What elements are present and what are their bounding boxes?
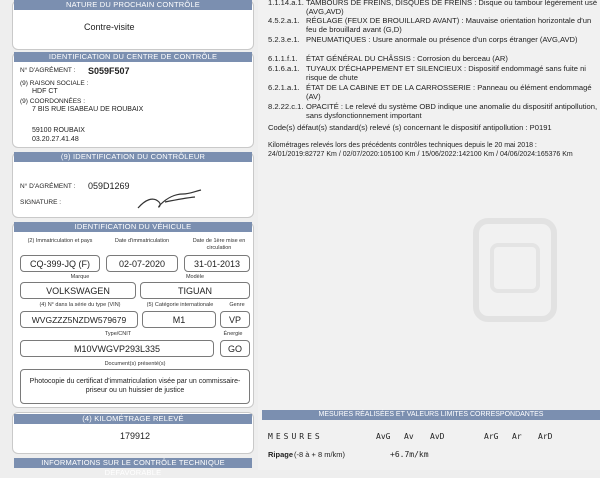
watermark-icon bbox=[470, 215, 560, 325]
col-av: Av bbox=[404, 432, 414, 441]
col-ard: ArD bbox=[538, 432, 553, 441]
docs-label: Document(s) présenté(s) bbox=[104, 361, 166, 367]
mesures-label: MESURES bbox=[268, 432, 323, 441]
date-first-label: Date de 1ère mise en circulation bbox=[192, 238, 246, 251]
defect-line: 8.2.22.c.1. OPACITÉ : Le relevé du système OBD indique une anomalie du dispositif antipollution, sans dysfonctionnement important bbox=[268, 102, 598, 121]
genre-value: VP bbox=[220, 311, 250, 328]
col-avd: AvD bbox=[430, 432, 445, 441]
cat-value: M1 bbox=[142, 311, 216, 328]
defect-line: 6.1.1.f.1. ÉTAT GÉNÉRAL DU CHÂSSIS : Corrosion du berceau (AR) bbox=[268, 54, 508, 63]
centre-raison-value: HDF CT bbox=[32, 88, 58, 95]
vin-value: WVGZZZ5NZDW579679 bbox=[20, 311, 138, 328]
controleur-header: (9) IDENTIFICATION DU CONTRÔLEUR bbox=[14, 152, 252, 162]
defect-line: 1.1.14.a.1. TAMBOURS DE FREINS, DISQUES DE FREINS : Disque ou tambour légèrement usé (AVG,AVD) bbox=[268, 0, 598, 17]
energie-label: Énergie bbox=[223, 331, 243, 337]
signature-image bbox=[135, 188, 205, 212]
col-arg: ArG bbox=[484, 432, 499, 441]
controleur-agrement-value: 059D1269 bbox=[88, 181, 130, 191]
km-history: Kilométrages relevés lors des précédents contrôles techniques depuis le 20 mai 2018 : 24/01/2019:82727 Km / 02/07/2020:105100 Km / 15/06/2022:142100 Km / 04/06/2024:165376 Km bbox=[268, 142, 573, 158]
controleur-signature-label: SIGNATURE : bbox=[20, 199, 62, 206]
modele-value: TIGUAN bbox=[140, 282, 250, 299]
energie-value: GO bbox=[220, 340, 250, 357]
cat-label: (5) Catégorie internationale bbox=[146, 302, 214, 308]
immat-label: (2) Immatriculation et pays bbox=[27, 238, 93, 244]
ripage-value: +6.7m/km bbox=[390, 450, 429, 459]
col-avg: AvG bbox=[376, 432, 391, 441]
modele-label: Modèle bbox=[185, 274, 205, 280]
marque-value: VOLKSWAGEN bbox=[20, 282, 136, 299]
vehicule-header: IDENTIFICATION DU VÉHICULE bbox=[14, 222, 252, 232]
centre-city: 59100 ROUBAIX bbox=[32, 127, 85, 134]
centre-agrement-value: S059F507 bbox=[88, 66, 130, 76]
ripage-range: (-8 à + 8 m/km) bbox=[294, 450, 346, 459]
col-ar: Ar bbox=[512, 432, 522, 441]
type-value: M10VWGVP293L335 bbox=[20, 340, 214, 357]
centre-raison-label: (9) RAISON SOCIALE : bbox=[20, 80, 89, 87]
defect-line: 5.2.3.e.1. PNEUMATIQUES : Usure anormale ou présence d'un corps étranger (AVG,AVD) bbox=[268, 35, 578, 44]
date-immat-value: 02-07-2020 bbox=[106, 255, 178, 272]
defect-line: 6.2.1.a.1. ÉTAT DE LA CABINE ET DE LA CARROSSERIE : Panneau ou élément endommagé (AV) bbox=[268, 83, 592, 102]
km-value: 179912 bbox=[120, 431, 151, 441]
centre-header: IDENTIFICATION DU CENTRE DE CONTRÔLE bbox=[14, 52, 252, 62]
bottom-header: INFORMATIONS SUR LE CONTRÔLE TECHNIQUE DÉFAVORABLE bbox=[14, 458, 252, 468]
centre-phone: 03.20.27.41.48 bbox=[32, 136, 79, 143]
next-control-value: Contre-visite bbox=[84, 22, 135, 32]
centre-coord-label: (9) COORDONNÉES : bbox=[20, 98, 86, 105]
genre-label: Genre bbox=[229, 302, 245, 308]
immat-value: CQ-399-JQ (F) bbox=[20, 255, 100, 272]
controleur-agrement-label: N° D'AGRÉMENT : bbox=[20, 183, 76, 190]
marque-label: Marque bbox=[70, 274, 90, 280]
docs-value: Photocopie du certificat d'immatriculation visée par un commissaire-priseur ou un huissier de justice bbox=[20, 369, 250, 404]
date-first-value: 31-01-2013 bbox=[184, 255, 250, 272]
vin-label: (4) N° dans la série du type (VIN) bbox=[39, 302, 121, 308]
ripage-label: Ripage bbox=[268, 450, 294, 459]
defect-line: 4.5.2.a.1. RÉGLAGE (FEUX DE BROUILLARD AVANT) : Mauvaise orientation horizontale d'un feu de brouillard avant (G,D) bbox=[268, 16, 592, 35]
antipollution-line: Code(s) défaut(s) standard(s) relevé (s) concernant le dispositif antipollution : P0191 bbox=[268, 123, 552, 132]
centre-agrement-label: N° D'AGRÉMENT : bbox=[20, 67, 76, 74]
date-immat-label: Date d'immatriculation bbox=[114, 238, 170, 244]
next-control-header: NATURE DU PROCHAIN CONTRÔLE bbox=[14, 0, 252, 10]
type-label: Type/CNIT bbox=[104, 331, 132, 337]
mesures-header: MESURES RÉALISÉES ET VALEURS LIMITES CORRESPONDANTES bbox=[262, 410, 600, 420]
centre-address: 7 BIS RUE ISABEAU DE ROUBAIX bbox=[32, 106, 144, 113]
km-header: (4) KILOMÉTRAGE RELEVÉ bbox=[14, 414, 252, 424]
defect-line: 6.1.6.a.1. TUYAUX D'ÉCHAPPEMENT ET SILENCIEUX : Dispositif endommagé sans fuite ni risque de chute bbox=[268, 64, 586, 83]
